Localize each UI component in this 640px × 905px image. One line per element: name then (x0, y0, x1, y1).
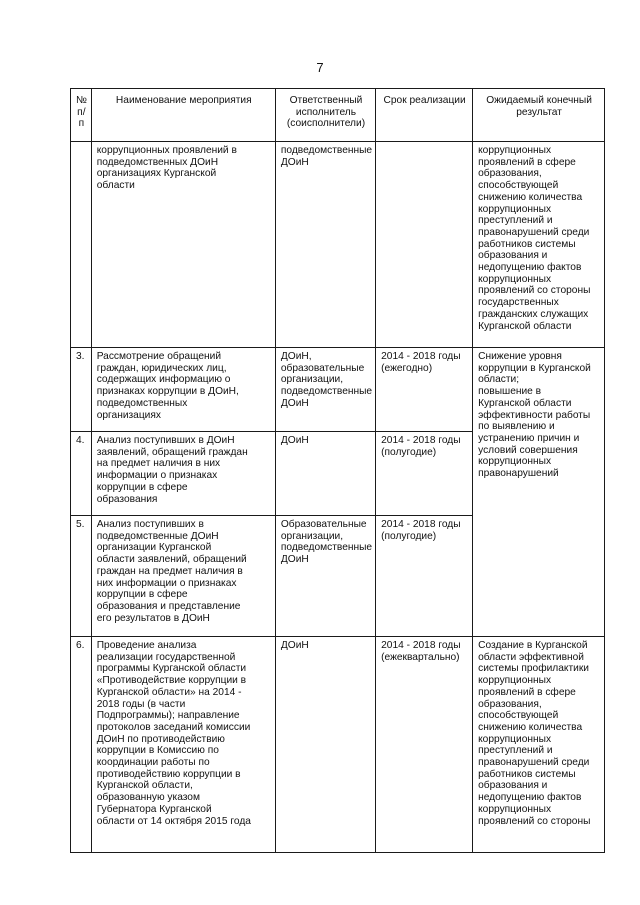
expected-result: Создание в Курганской области эффективной системы профилактики коррупционных проявлений в сфере образования, способствующей снижению количества коррупционных преступлений и правонарушений среди работников системы образования и недопущению фактов коррупционных проявлений со стороны (473, 637, 605, 853)
measure-name: Проведение анализа реализации государственной программы Курганской области «Противодействие коррупции в Курганской области» на 2014 - 2018 годы (в части Подпрограммы); направление протоколов заседаний комиссии ДОиН по противодействию коррупции в Комиссию по координации работы по противодействию коррупции в Курганской области, образованную указом Губернатора Курганской области от 14 октября 2015 года (91, 637, 275, 853)
table-row (71, 348, 605, 432)
term: 2014 - 2018 годы (ежеквартально) (376, 637, 473, 853)
term: 2014 - 2018 годы (полугодие) (376, 516, 473, 637)
measure-name: коррупционных проявлений в подведомственных ДОиН организациях Курганской области (91, 142, 275, 348)
measures-table (70, 88, 605, 853)
table-row (71, 637, 605, 853)
expected-result: Снижение уровня коррупции в Курганской области; повышение в Курганской области эффективности работы по выявлению и устранению причин и условий совершения коррупционных правонарушений (473, 348, 605, 637)
responsible: подведомственные ДОиН (275, 142, 375, 348)
header-expected-result: Ожидаемый конечный результат (473, 89, 605, 142)
header-term: Срок реализации (376, 89, 473, 142)
responsible: ДОиН, образовательные организации, подведомственные ДОиН (275, 348, 375, 432)
row-number: 4. (71, 432, 92, 516)
row-number: 5. (71, 516, 92, 637)
measure-name: Анализ поступивших в подведомственные ДОиН организации Курганской области заявлений, обращений граждан на предмет наличия в них информации о признаках коррупции в сфере образования и представление его результатов в ДОиН (91, 516, 275, 637)
table-header-row (71, 89, 605, 142)
term: 2014 - 2018 годы (полугодие) (376, 432, 473, 516)
table-row (71, 142, 605, 348)
row-number: 6. (71, 637, 92, 853)
page-number: 7 (316, 60, 324, 75)
header-number: № п/п (71, 89, 92, 142)
measure-name: Анализ поступивших в ДОиН заявлений, обращений граждан на предмет наличия в них информации о признаках коррупции в сфере образования (91, 432, 275, 516)
responsible: ДОиН (275, 637, 375, 853)
responsible: Образовательные организации, подведомственные ДОиН (275, 516, 375, 637)
row-number (71, 142, 92, 348)
header-responsible: Ответственный исполнитель (соисполнители) (275, 89, 375, 142)
term (376, 142, 473, 348)
header-measure-name: Наименование мероприятия (91, 89, 275, 142)
expected-result: коррупционных проявлений в сфере образования, способствующей снижению количества коррупционных преступлений и правонарушений среди работников системы образования и недопущению фактов коррупционных проявлений со стороны государственных гражданских служащих Курганской области (473, 142, 605, 348)
term: 2014 - 2018 годы (ежегодно) (376, 348, 473, 432)
measure-name: Рассмотрение обращений граждан, юридических лиц, содержащих информацию о признаках коррупции в ДОиН, подведомственных организациях (91, 348, 275, 432)
row-number: 3. (71, 348, 92, 432)
responsible: ДОиН (275, 432, 375, 516)
